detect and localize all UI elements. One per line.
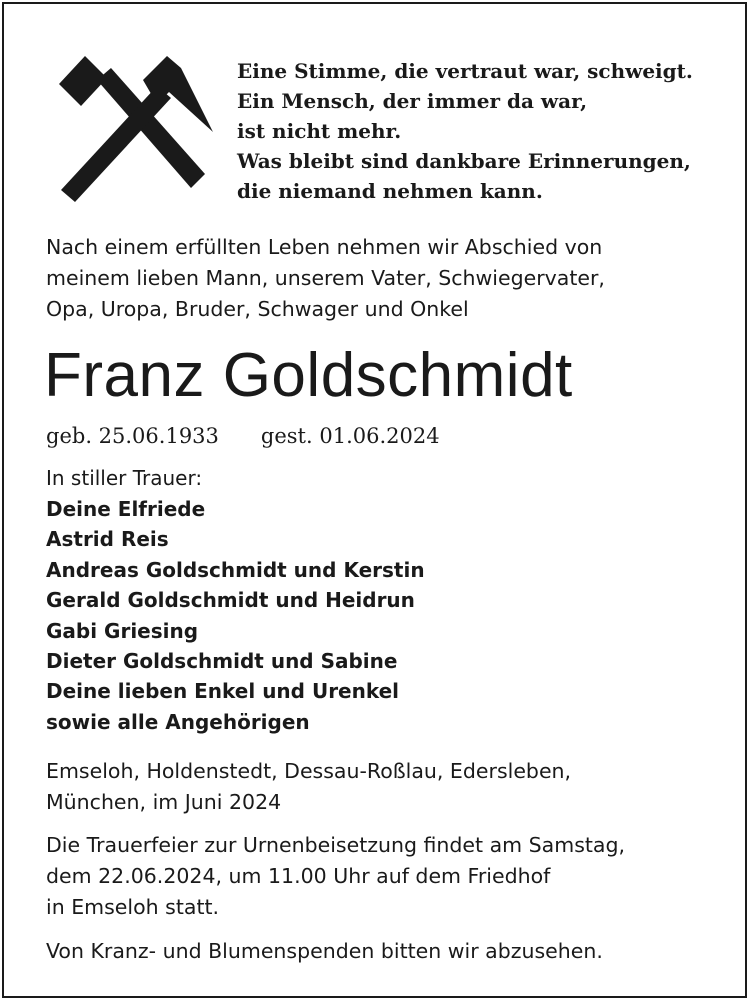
mourner-name: Gabi Griesing	[46, 618, 199, 643]
poem-line: ist nicht mehr.	[237, 119, 402, 143]
ceremony-line: in Emseloh statt.	[46, 895, 220, 919]
life-dates	[46, 420, 440, 452]
ceremony-info	[46, 830, 625, 923]
birth-date: geb. 25.06.1933	[46, 424, 219, 448]
poem-line: Eine Stimme, die vertraut war, schweigt.	[237, 59, 693, 83]
mourners-list	[46, 494, 425, 737]
mourner-name: Gerald Goldschmidt und Heidrun	[46, 588, 415, 613]
ceremony-line: dem 22.06.2024, um 11.00 Uhr auf dem Friedhof	[46, 864, 551, 888]
poem-line: Was bleibt sind dankbare Erinnerungen,	[237, 149, 691, 173]
obituary-frame	[2, 2, 747, 998]
intro-text	[46, 232, 736, 325]
intro-line: Opa, Uropa, Bruder, Schwager und Onkel	[46, 297, 469, 321]
ceremony-line: Die Trauerfeier zur Urnenbeisetzung findet am Samstag,	[46, 833, 626, 857]
mourning-label: In stiller Trauer:	[46, 466, 203, 490]
mourner-name: sowie alle Angehörigen	[46, 709, 310, 734]
poem-line: Ein Mensch, der immer da war,	[237, 89, 588, 113]
places-line: Emseloh, Holdenstedt, Dessau-Roßlau, Edersleben,	[46, 759, 572, 783]
mourner-name: Deine lieben Enkel und Urenkel	[46, 679, 400, 704]
poem-line: die niemand nehmen kann.	[237, 179, 543, 203]
death-date: gest. 01.06.2024	[260, 424, 440, 448]
mourner-name: Astrid Reis	[46, 527, 169, 552]
deceased-name: Franz Goldschmidt	[44, 341, 573, 410]
mourner-name: Deine Elfriede	[46, 497, 206, 521]
hammer-and-pick-icon	[57, 52, 215, 204]
mourner-name: Dieter Goldschmidt und Sabine	[46, 648, 398, 673]
intro-line: Nach einem erfüllten Leben nehmen wir Abschied von	[46, 235, 603, 259]
intro-line: meinem lieben Mann, unserem Vater, Schwiegervater,	[46, 266, 605, 290]
poem	[237, 56, 737, 206]
closing-note: Von Kranz- und Blumenspenden bitten wir abzusehen.	[46, 939, 603, 963]
mourner-name: Andreas Goldschmidt und Kerstin	[46, 557, 425, 582]
places-and-date	[46, 756, 571, 818]
places-line: München, im Juni 2024	[46, 790, 282, 814]
